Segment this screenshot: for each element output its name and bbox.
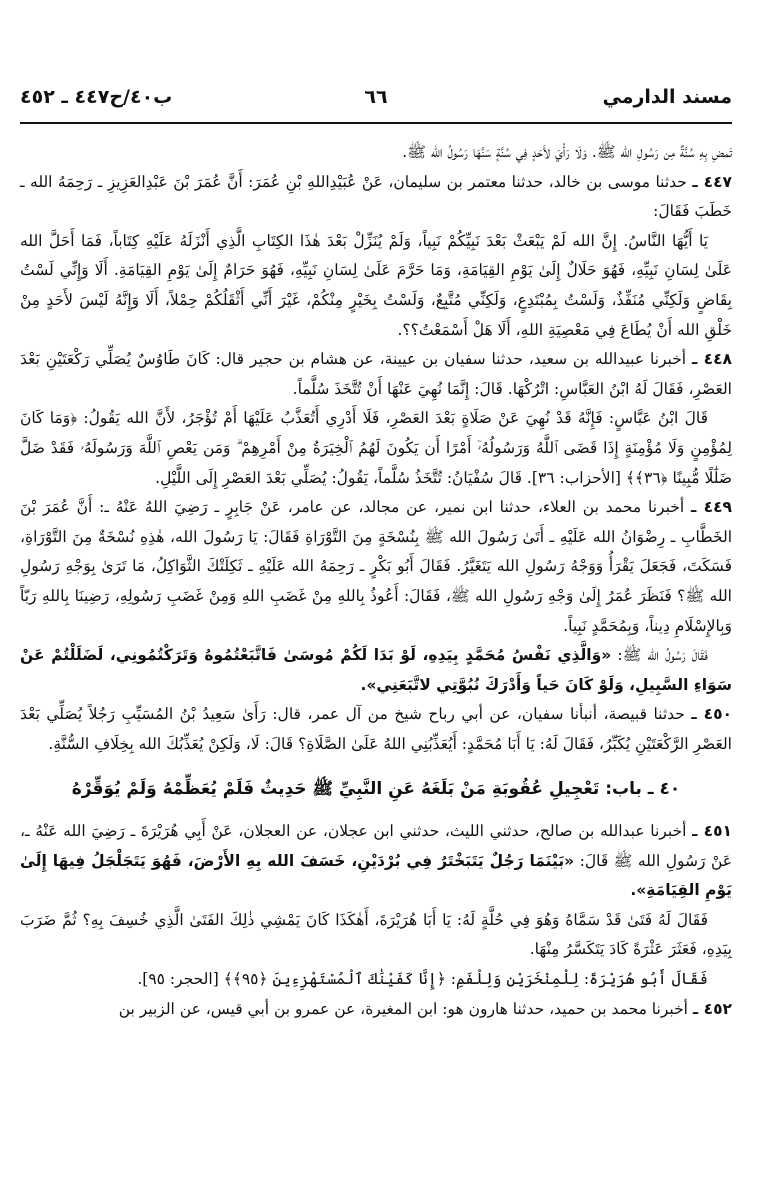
chapter-title: ٤٠ ـ باب: تَعْجِيلِ عُقُوبَةِ مَنْ بَلَغَهُ عَنِ النَّبِيِّ ﷺ حَدِيثٌ فَلَمْ يُعَظِّمْهُ وَلَمْ يُوَقِّرْهُ — [71, 779, 681, 800]
prophetic-saying: «وَالَّذِي نَفْسُ مُحَمَّدٍ بِيَدِهِ، لَوْ بَدَا لَكُمْ مُوسَىٰ فَاتَّبَعْتُمُوهُ وَتَرَكْتُمُونِي، لَضَلَلْتُمْ عَنْ سَوَاءِ السَّبِيلِ، وَلَوْ كَانَ حَياً وَأَدْرَكَ نُبُوَّتِي لاتَّبَعَنِي». — [20, 646, 732, 694]
paragraph: تَمضِ بِهِ سُنَّةٌ مِن رَسُولِ الله ﷺ. وَلَا رَأْيَ لأَحَدٍ فِي سُنَّةٍ سَنَّهَا رَسُولُ الله ﷺ. — [402, 143, 732, 161]
hadith-number: ٤٤٨ ـ — [691, 350, 732, 369]
hadith-452: ٤٥٢ ـ أخبرنا محمد بن حميد، حدثنا هارون هو: ابن المغيرة، عن عمرو بن أبي قيس، عن الزبير بن — [118, 999, 732, 1018]
paragraph: فَقَالَ لَهُ فَتَىٰ قَدْ سَمَّاهُ وَهُوَ فِي حُلَّةٍ لَهُ: يَا أَبَا هُرَيْرَةَ، أَهٰكَذَا كَانَ يَمْشِي ذٰلِكَ الفَتَىٰ الَّذِي خُسِفَ بِهِ؟ ثُمَّ ضَرَبَ بِيَدِهِ، فَعَثَرَ عَثْرَةً كَادَ يَتَكَسَّرُ مِنْهَا. — [20, 910, 732, 959]
book-title: مسند الدارمي — [602, 86, 732, 108]
paragraph: يَا أَيُّهَا النَّاسُ. إِنَّ الله لَمْ يَبْعَثْ بَعْدَ نَبِيِّكُمْ نَبِياً، وَلَمْ يُنَزِّلْ بَعْدَ هٰذَا الكِتَابِ الَّذِي أَنْزَلَهُ عَلَيْهِ كِتَاباً، فَمَا أَحَلَّ الله عَلَىٰ لِسَانِ نَبِيِّهِ، فَهُوَ حَلَالٌ إِلَىٰ يَوْمِ القِيَامَةِ، وَمَا حَرَّمَ عَلَىٰ لِسَانِ نَبِيِّهِ، فَهُوَ حَرَامٌ إِلَىٰ يَوْمِ القِيَامَةِ. أَلَا وَإِنِّي لَسْتُ بِقَاضٍ وَلَكِنِّي مُنَفِّذٌ، وَلَسْتُ بِمُبْتَدِعٍ، وَلَكِنِّي مُتَّبِعٌ، وَلَسْتُ بِخَيْرٍ مِنْكُمْ، غَيْرَ أَنِّي أَثْقَلُكُمْ حِمْلاً، أَلَا وَإِنَّهُ لَيْسَ لأَحَدٍ مِنْ خَلْقِ الله أَنْ يُطَاعَ فِي مَعْصِيَةِ اللهِ، أَلَا هَلْ أَسْمَعْتُ؟؟. — [20, 231, 732, 339]
header-rule — [20, 122, 732, 124]
paragraph: فَقَالَ رَسُولُ الله ﷺ: «وَالَّذِي نَفْسُ مُحَمَّدٍ بِيَدِهِ، لَوْ بَدَا لَكُمْ مُوسَىٰ فَاتَّبَعْتُمُوهُ وَتَرَكْتُمُونِي، لَضَلَلْتُمْ عَنْ سَوَاءِ السَّبِيلِ، وَلَوْ كَانَ حَياً وَأَدْرَكَ نُبُوَّتِي لاتَّبَعَنِي». — [20, 646, 732, 694]
paragraph: قَالَ ابْنُ عَبَّاسٍ: فَإِنَّهُ قَدْ نُهِيَ عَنْ صَلَاةٍ بَعْدَ العَصْرِ، فَلَا أَدْرِي أَتُعَذَّبُ عَلَيْهَا أَمْ تُؤْجَرُ، لأَنَّ الله يَقُولُ: ﴿وَمَا كَانَ لِمُؤْمِنٍ وَلَا مُؤْمِنَةٍ إِذَا قَضَى ٱللَّهُ وَرَسُولُهُۥٓ أَمْرًا أَن يَكُونَ لَهُمُ ٱلْخِيَرَةُ مِنْ أَمْرِهِمْ ۗ وَمَن يَعْصِ ٱللَّهَ وَرَسُولَهُۥ فَقَدْ ضَلَّ ضَلَٰلًا مُّبِينًا ﴿٣٦﴾﴾ [الأحزاب: ٣٦]. قَالَ سُفْيَانُ: تُتَّخَذُ سُلَّماً، يَقُولُ: يُصَلِّي بَعْدَ العَصْرِ إِلَى اللَّيْلِ. — [20, 409, 732, 487]
hadith-number: ٤٤٩ ـ — [691, 498, 733, 517]
hadith-447: ٤٤٧ ـ حدثنا موسى بن خالد، حدثنا معتمر بن سليمان، عَنْ عُبَيْدِاللهِ بْنِ عُمَرَ: أَنَّ عُمَرَ بْنَ عَبْدِالعَزِيزِ ـ رَحِمَهُ الله ـ خَطَبَ فَقَالَ: — [20, 172, 732, 221]
prophetic-saying: «بَيْنَمَا رَجُلٌ يَتَبَخْتَرُ فِي بُرْدَيْنِ، خَسَفَ الله بِهِ الأَرْضَ، فَهُوَ يَتَجَلْجَلُ فِيهَا إِلَىٰ يَوْمِ القِيَامَةِ». — [20, 851, 732, 900]
running-header — [20, 82, 732, 122]
hadith-number: ٤٤٧ ـ — [692, 172, 732, 191]
page-number: ٦٦ — [364, 86, 388, 108]
hadith-number: ٤٥٠ ـ — [691, 705, 732, 724]
hadith-number: ٤٥١ ـ — [692, 822, 732, 841]
hadith-number: ٤٥٢ ـ — [692, 999, 732, 1018]
paragraph: فَقَالَ أَبُو هُرَيْرَةَ: لِلْمِنْخَرَيْنِ وَلِلْفَمِ: ﴿إِنَّا كَفَيْنَٰكَ ٱلْمُسْتَهْزِءِينَ ﴿٩٥﴾﴾ [الحجر: ٩٥]. — [137, 970, 708, 989]
body-text — [20, 138, 732, 1024]
hadith-449: ٤٤٩ ـ أخبرنا محمد بن العلاء، حدثنا ابن نمير، عن مجالد، عن عامر، عَنْ جَابِرٍ ـ رَضِيَ اللهُ عَنْهُ ـ: أَنَّ عُمَرَ بْنَ الخَطَّابِ ـ رِضْوَانُ الله عَلَيْهِ ـ أَتَىٰ رَسُولَ الله ﷺ بِنُسْخَةٍ مِنَ التَّوْرَاةِ فَقَالَ: يَا رَسُولَ الله، هٰذِهِ نُسْخَةٌ مِنَ التَّوْرَاةِ، فَسَكَتَ، فَجَعَلَ يَقْرَأُ وَوَجْهُ رَسُولِ الله يَتَغَيَّرُ. فَقَالَ أَبُو بَكْرٍ ـ رَحِمَهُ الله عَلَيْهِ ـ ثَكِلَتْكَ الثَّوَاكِلُ، مَا تَرَىٰ بِوَجْهِ رَسُولِ الله ﷺ؟ فَنَظَرَ عُمَرُ إِلَىٰ وَجْهِ رَسُولِ الله ﷺ، فَقَالَ: أَعُوذُ بِاللهِ مِنْ غَضَبِ اللهِ وَمِنْ غَضَبِ رَسُولِهِ، رَضِينَا بِاللهِ رَبّاً وَبِالإِسْلَامِ دِيناً، وَبِمُحَمَّدٍ نَبِياً. — [20, 498, 733, 635]
hadith-448: ٤٤٨ ـ أخبرنا عبيدالله بن سعيد، حدثنا سفيان بن عيينة، عن هشام بن حجير قال: كَانَ طَاوُسٌ يُصَلِّي رَكْعَتَيْنِ بَعْدَ العَصْرِ، فَقَالَ لَهُ ابْنُ العَبَّاسِ: اتْرُكْهَا. قَالَ: إِنَّمَا نُهِيَ عَنْهَا أَنْ تُتَّخَذَ سُلَّماً. — [20, 350, 732, 398]
chapter-range: ب٤٠/ح٤٤٧ ـ ٤٥٢ — [20, 86, 173, 108]
hadith-450: ٤٥٠ ـ حدثنا قبيصة، أنبأنا سفيان، عن أبي رباح شيخ من آل عمر، قال: رَأَىٰ سَعِيدُ بْنُ المُسَيِّبِ رَجُلاً يُصَلِّي بَعْدَ العَصْرِ الرَّكْعَتَيْنِ يُكَبِّرُ، فَقَالَ لَهُ: يَا أَبَا مُحَمَّدٍ: أَيُعَذِّبُنِي اللهُ عَلَىٰ الصَّلَاةِ؟ قَالَ: لَا، وَلَكِنْ يُعَذِّبُكَ الله بِخِلَافِ السُّنَّةِ. — [20, 705, 732, 753]
hadith-451: ٤٥١ ـ أخبرنا عبدالله بن صالح، حدثني الليث، حدثني ابن عجلان، عن العجلان، عَنْ أَبِي هُرَيْرَةَ ـ رَضِيَ الله عَنْهُ ـ، عَنْ رَسُولِ الله ﷺ قَالَ: «بَيْنَمَا رَجُلٌ يَتَبَخْتَرُ فِي بُرْدَيْنِ، خَسَفَ الله بِهِ الأَرْضَ، فَهُوَ يَتَجَلْجَلُ فِيهَا إِلَىٰ يَوْمِ القِيَامَةِ». — [20, 822, 732, 900]
